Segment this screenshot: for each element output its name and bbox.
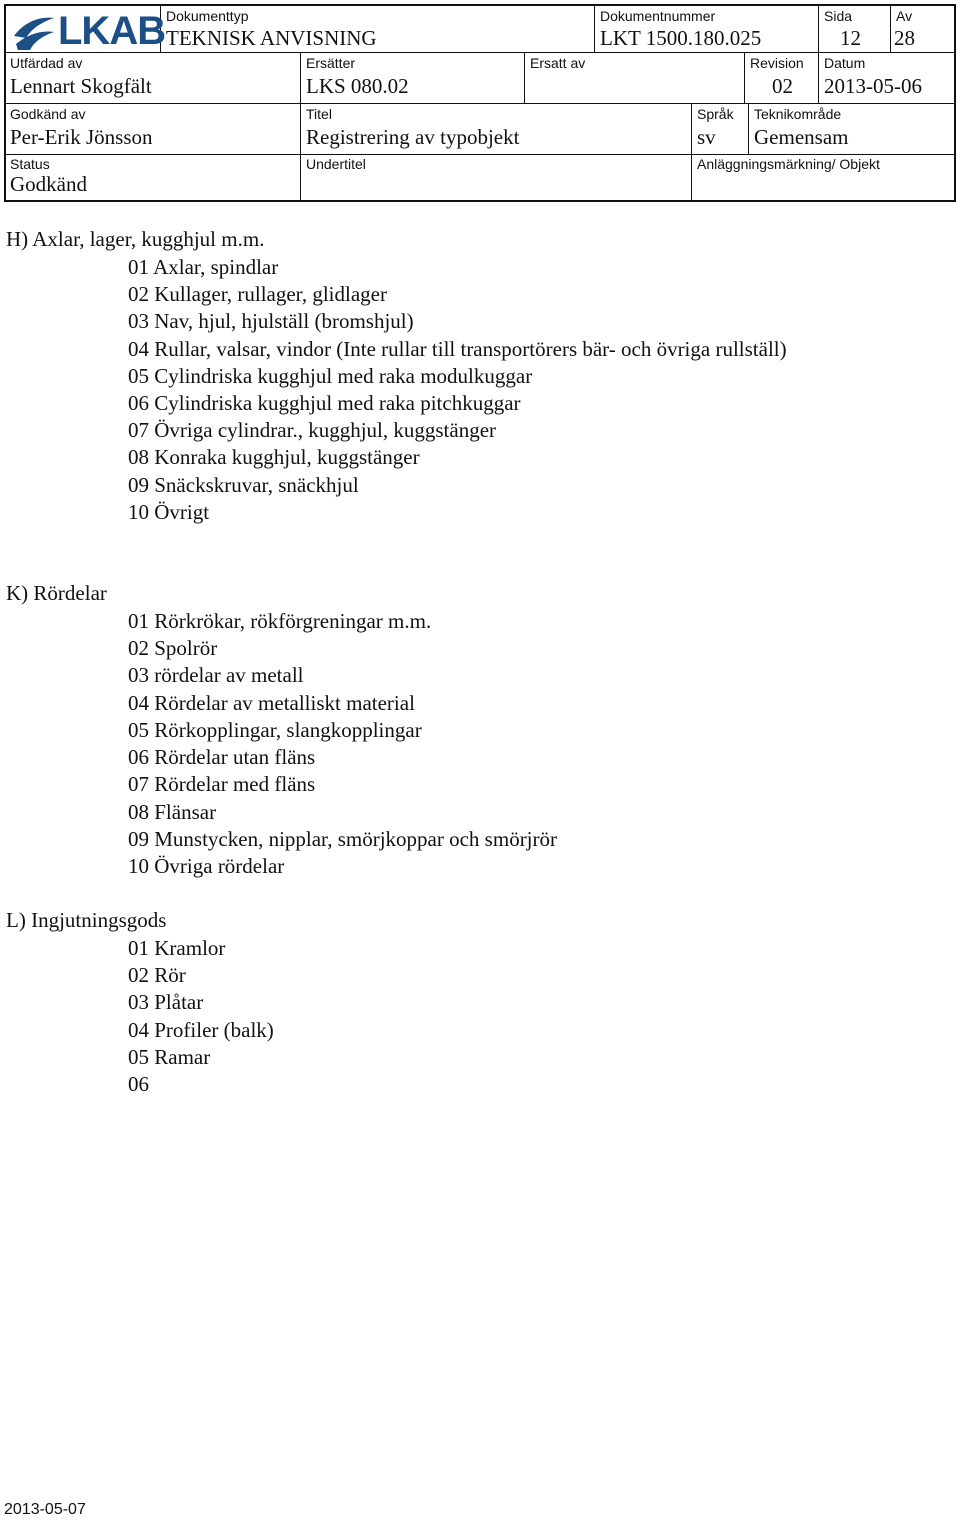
document-header — [4, 4, 956, 202]
list-item: 07 Rördelar med fläns — [128, 772, 316, 796]
list-item: 01 Rörkrökar, rökförgreningar m.m. — [128, 609, 432, 633]
section-heading: K) Rördelar — [6, 581, 107, 605]
area-label: Teknikområde — [754, 106, 842, 122]
list-item: 03 Plåtar — [128, 990, 204, 1014]
list-item: 10 Övriga rördelar — [128, 854, 285, 878]
page-label: Sida — [824, 8, 853, 24]
replaces-label: Ersätter — [306, 55, 356, 71]
divider — [524, 52, 525, 103]
area-value: Gemensam — [754, 125, 849, 149]
docnum-value: LKT 1500.180.025 — [600, 26, 762, 50]
list-item: 04 Rullar, valsar, vindor (Inte rullar till transportörers bär- och övriga rullställ) — [128, 337, 787, 361]
section-heading: H) Axlar, lager, kugghjul m.m. — [6, 227, 265, 251]
lang-value: sv — [697, 125, 716, 149]
date-label: Datum — [824, 55, 866, 71]
list-item: 07 Övriga cylindrar., kugghjul, kuggstänger — [128, 418, 497, 442]
docnum-label: Dokumentnummer — [600, 8, 716, 24]
divider — [6, 154, 954, 155]
issued-value: Lennart Skogfält — [10, 74, 152, 98]
list-item: 06 Rördelar utan fläns — [128, 745, 316, 769]
lkab-logo — [12, 9, 166, 53]
divider — [818, 6, 819, 103]
replaces-value: LKS 080.02 — [306, 74, 409, 98]
list-item: 05 Ramar — [128, 1045, 211, 1069]
divider — [300, 52, 301, 200]
list-item: 02 Rör — [128, 963, 186, 987]
list-item: 02 Kullager, rullager, glidlager — [128, 282, 387, 306]
footer-date: 2013-05-07 — [4, 1501, 86, 1518]
section-heading: L) Ingjutningsgods — [6, 908, 167, 932]
title-value: Registrering av typobjekt — [306, 125, 520, 149]
date-value: 2013-05-06 — [824, 74, 922, 98]
list-item: 08 Konraka kugghjul, kuggstänger — [128, 445, 420, 469]
logo-text: LKAB — [58, 9, 166, 53]
replaced-label: Ersatt av — [530, 55, 586, 71]
divider — [691, 103, 692, 200]
list-item: 05 Cylindriska kugghjul med raka modulkuggar — [128, 364, 533, 388]
of-value: 28 — [894, 26, 915, 50]
doctype-value: TEKNISK ANVISNING — [166, 26, 377, 50]
lkab-logo-icon — [12, 12, 56, 52]
divider — [890, 6, 891, 52]
subtitle-label: Undertitel — [306, 156, 366, 172]
list-item: 01 Axlar, spindlar — [128, 255, 279, 279]
list-item: 03 Nav, hjul, hjulställ (bromshjul) — [128, 309, 414, 333]
divider — [748, 103, 749, 154]
list-item: 08 Flänsar — [128, 800, 217, 824]
list-item: 02 Spolrör — [128, 636, 218, 660]
status-label: Status — [10, 156, 50, 172]
list-item: 04 Profiler (balk) — [128, 1018, 274, 1042]
list-item: 09 Munstycken, nipplar, smörjkoppar och smörjrör — [128, 827, 558, 851]
title-label: Titel — [306, 106, 332, 122]
of-label: Av — [896, 8, 913, 24]
list-item: 10 Övrigt — [128, 500, 210, 524]
divider — [594, 6, 595, 52]
approved-value: Per-Erik Jönsson — [10, 125, 153, 149]
revision-label: Revision — [750, 55, 804, 71]
page-value: 12 — [840, 26, 861, 50]
list-item: 09 Snäckskruvar, snäckhjul — [128, 473, 359, 497]
list-item: 03 rördelar av metall — [128, 663, 304, 687]
status-value: Godkänd — [10, 172, 87, 196]
revision-value: 02 — [772, 74, 793, 98]
list-item: 05 Rörkopplingar, slangkopplingar — [128, 718, 422, 742]
list-item: 01 Kramlor — [128, 936, 226, 960]
divider — [6, 103, 954, 104]
list-item: 06 Cylindriska kugghjul med raka pitchkuggar — [128, 391, 521, 415]
doctype-label: Dokumenttyp — [166, 8, 249, 24]
divider — [744, 52, 745, 103]
marking-label: Anläggningsmärkning/ Objekt — [697, 156, 880, 172]
approved-label: Godkänd av — [10, 106, 86, 122]
lang-label: Språk — [697, 106, 734, 122]
issued-label: Utfärdad av — [10, 55, 83, 71]
list-item: 06 — [128, 1072, 149, 1096]
list-item: 04 Rördelar av metalliskt material — [128, 691, 415, 715]
